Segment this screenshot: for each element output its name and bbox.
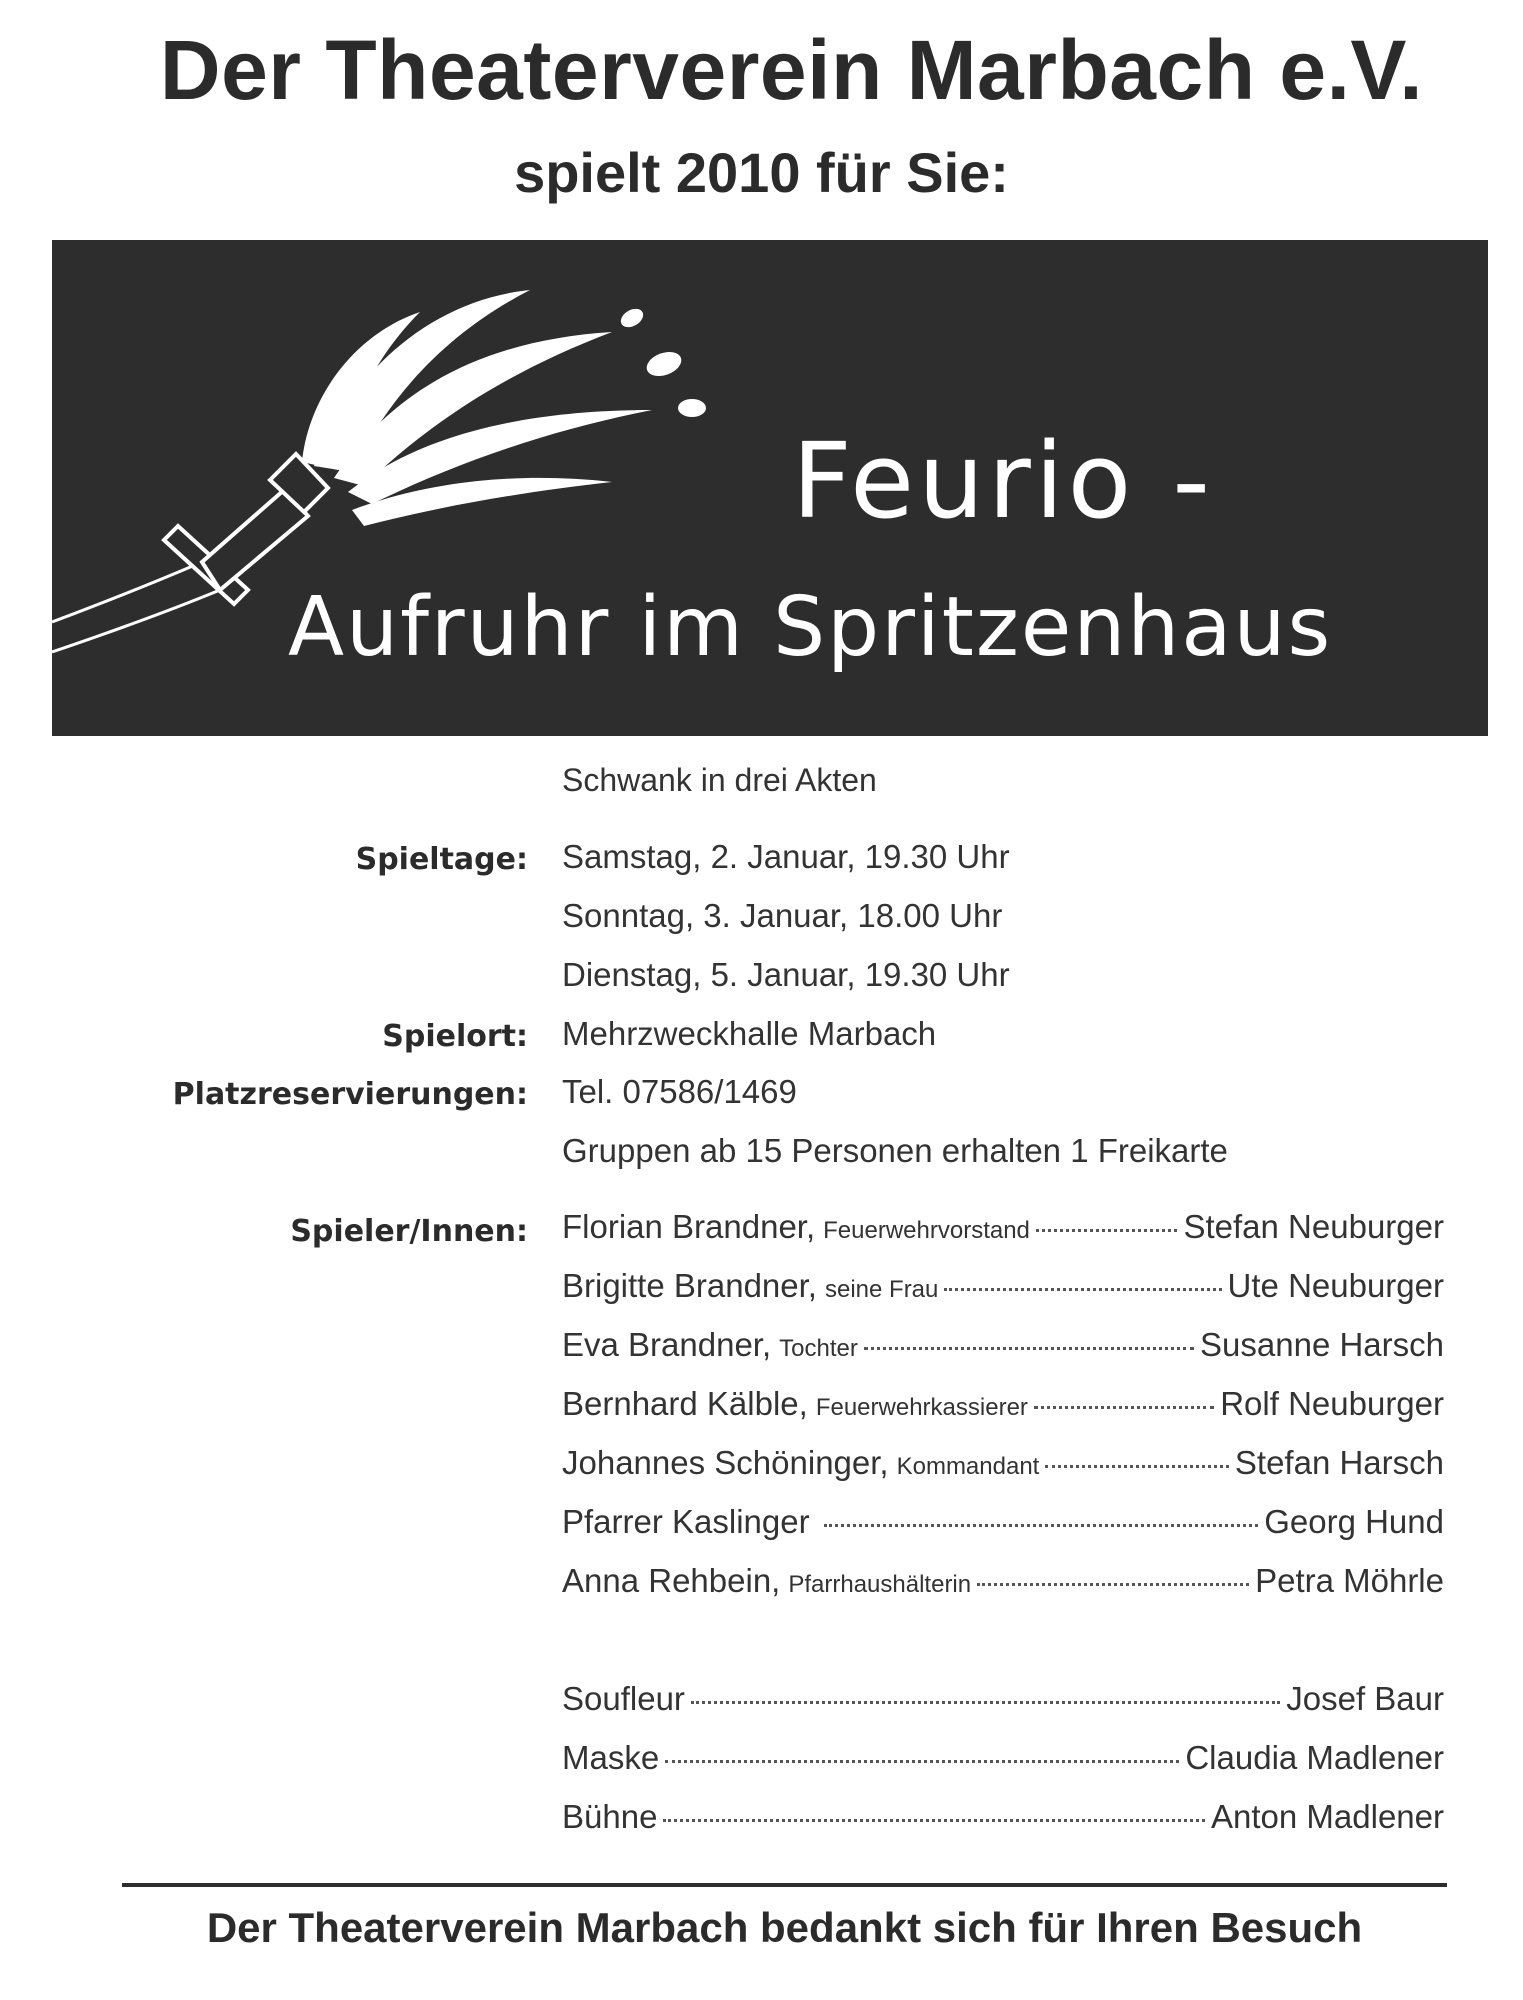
cast-role: Anna Rehbein, (562, 1562, 781, 1599)
spieltage-label: Spieltage: (355, 842, 528, 877)
reservierung-note: Gruppen ab 15 Personen erhalten 1 Freikarte (562, 1132, 1228, 1169)
cast-actor: Stefan Neuburger (1183, 1208, 1444, 1245)
cast-row (562, 1444, 1444, 1488)
leader-dots (691, 1701, 1280, 1704)
leader-dots (1036, 1229, 1178, 1232)
cast-role-desc: Feuerwehrkassierer (815, 1394, 1028, 1421)
leader-dots (665, 1760, 1179, 1763)
crew-role: Bühne (562, 1798, 658, 1835)
play-title-line2: Aufruhr im Spritzenhaus (288, 580, 1333, 675)
reservierung-phone: Tel. 07586/1469 (562, 1073, 797, 1110)
crew-member: Claudia Madlener (1185, 1739, 1444, 1776)
cast-role: Brigitte Brandner, (562, 1267, 817, 1304)
cast-row (562, 1503, 1444, 1547)
leader-dots (977, 1583, 1249, 1586)
crew-role: Soufleur (562, 1680, 685, 1717)
cast-role: Pfarrer Kaslinger (562, 1503, 810, 1540)
cast-row (562, 1385, 1444, 1429)
leader-dots (864, 1347, 1194, 1350)
leader-dots (663, 1819, 1205, 1822)
play-genre: Schwank in drei Akten (562, 762, 877, 798)
reservierung-label: Platzreservierungen: (172, 1077, 528, 1112)
cast-actor: Petra Möhrle (1255, 1562, 1444, 1599)
footer-divider (122, 1883, 1447, 1887)
play-title-line1: Feurio - (792, 420, 1214, 542)
cast-row (562, 1267, 1444, 1311)
cast-actor: Susanne Harsch (1200, 1326, 1444, 1363)
date-line-1: Samstag, 2. Januar, 19.30 Uhr (562, 838, 1010, 875)
date-line-2: Sonntag, 3. Januar, 18.00 Uhr (562, 897, 1003, 934)
spielort-value: Mehrzweckhalle Marbach (562, 1015, 937, 1052)
cast-role-desc: seine Frau (824, 1276, 939, 1303)
cast-actor: Rolf Neuburger (1220, 1385, 1444, 1422)
cast-actor: Stefan Harsch (1234, 1444, 1444, 1481)
cast-role: Johannes Schöninger, (562, 1444, 889, 1481)
page-title: Der Theaterverein Marbach e.V. (159, 23, 1424, 117)
cast-role-desc: Feuerwehrvorstand (823, 1217, 1030, 1244)
cast-role: Bernhard Kälble, (562, 1385, 808, 1422)
cast-actor: Ute Neuburger (1227, 1267, 1444, 1304)
cast-role: Florian Brandner, (562, 1208, 816, 1245)
cast-role-desc: Kommandant (896, 1453, 1040, 1480)
cast-row (562, 1562, 1444, 1606)
spielort-label: Spielort: (382, 1019, 528, 1054)
cast-row (562, 1326, 1444, 1370)
cast-role: Eva Brandner, (562, 1326, 772, 1363)
crew-row (562, 1680, 1444, 1724)
cast-role-desc: Pfarrhaushälterin (788, 1571, 972, 1598)
leader-dots (944, 1288, 1221, 1291)
leader-dots (1034, 1406, 1214, 1409)
crew-member: Anton Madlener (1211, 1798, 1444, 1835)
leader-dots (824, 1524, 1259, 1527)
leader-dots (1045, 1465, 1229, 1468)
date-line-3: Dienstag, 5. Januar, 19.30 Uhr (562, 956, 1010, 993)
cast-role-desc: Tochter (779, 1335, 858, 1362)
crew-role: Maske (562, 1739, 660, 1776)
cast-label: Spieler/Innen: (290, 1214, 528, 1249)
footer-thanks: Der Theaterverein Marbach bedankt sich für Ihren Besuch (206, 1904, 1363, 1951)
crew-member: Josef Baur (1286, 1680, 1444, 1717)
cast-actor: Georg Hund (1264, 1503, 1444, 1540)
crew-row (562, 1798, 1444, 1842)
page-subtitle: spielt 2010 für Sie: (514, 141, 1009, 204)
crew-row (562, 1739, 1444, 1783)
cast-row (562, 1208, 1444, 1252)
